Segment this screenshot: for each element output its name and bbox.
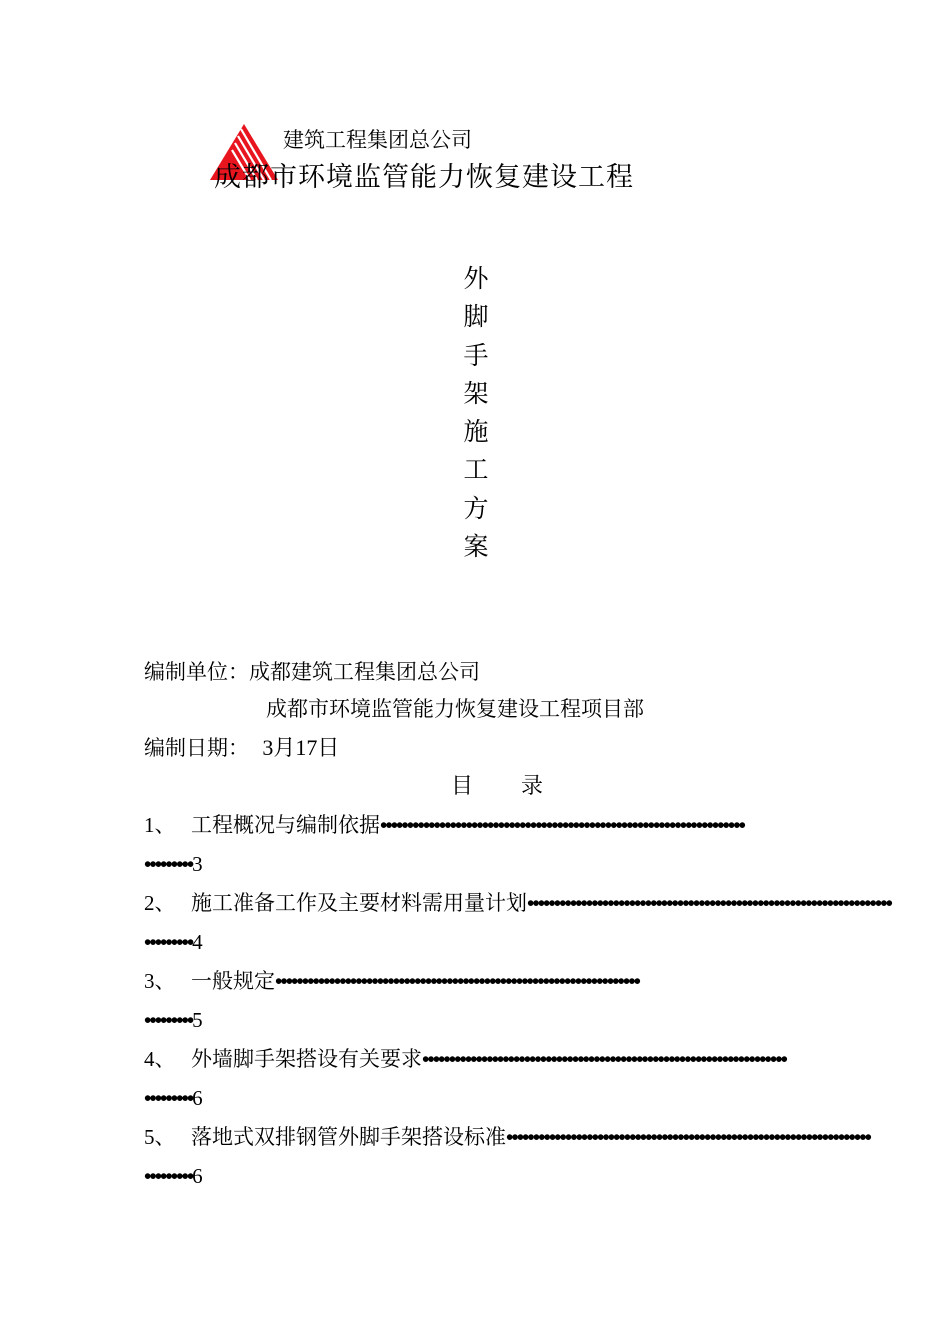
toc-item[interactable] [144,1122,870,1152]
toc-leader: •••••••••••••••••••••••••••••••••••••••••••••••••••••••••••••••••••• [380,813,744,837]
toc-page-leader: ••••••••• [144,930,193,954]
toc-item[interactable] [144,966,804,996]
document-title-char: 外 [463,264,489,293]
compiler-department: 成都市环境监管能力恢复建设工程项目部 [266,697,644,721]
toc-item-page-line [144,1083,203,1113]
toc-heading: 目录 [451,774,592,799]
document-title-char: 脚 [463,302,489,332]
toc-item-page-line [144,927,203,957]
toc-item-title: 施工准备工作及主要材料需用量计划 [191,891,527,915]
toc-item-page: 6 [192,1164,203,1188]
toc-item[interactable] [144,888,891,918]
document-title-char: 方 [463,493,489,523]
toc-leader: •••••••••••••••••••••••••••••••••••••••••••••••••••••••••••••••••••• [275,969,639,993]
toc-leader: •••••••••••••••••••••••••••••••••••••••••••••••••••••••••••••••••••• [422,1047,786,1071]
toc-item-title: 一般规定 [191,969,275,993]
toc-item-page-line [144,849,203,879]
compiler-unit-line [144,657,480,687]
toc-leader: •••••••••••••••••••••••••••••••••••••••••••••••••••••••••••••••••••• [527,891,891,915]
toc-item-number: 2、 [144,891,176,915]
toc-page-leader: ••••••••• [144,1086,193,1110]
toc-item-page: 6 [192,1086,203,1110]
document-title-char: 施 [463,417,489,447]
toc-item-number: 5、 [144,1125,176,1149]
toc-item-number: 4、 [144,1047,176,1071]
toc-item-title: 落地式双排钢管外脚手架搭设标准 [191,1125,506,1149]
toc-page-leader: ••••••••• [144,852,193,876]
document-title-char: 工 [463,455,489,485]
toc-item-page: 5 [192,1008,203,1032]
toc-item[interactable] [144,810,804,840]
document-title-char: 手 [463,340,489,370]
compile-date-value: 3月17日 [262,735,340,760]
toc-page-leader: ••••••••• [144,1008,193,1032]
document-title-char: 架 [463,378,489,408]
toc-item-number: 3、 [144,969,176,993]
toc-item[interactable] [144,1044,804,1074]
document-title [458,260,494,566]
document-title-char: 案 [463,532,489,562]
toc-item-page-line [144,1161,203,1191]
toc-item-page: 3 [192,852,203,876]
toc-page-leader: ••••••••• [144,1164,193,1188]
toc-item-page-line [144,1005,203,1035]
toc-item-title: 工程概况与编制依据 [191,813,380,837]
project-title: 成都市环境监管能力恢复建设工程 [214,162,634,193]
toc-item-number: 1、 [144,813,176,837]
toc-item-page: 4 [192,930,203,954]
compile-date-label: 编制日期： [144,736,249,760]
company-name-header: 建筑工程集团总公司 [283,128,472,152]
compiler-unit-label: 编制单位： [144,660,249,684]
toc-item-title: 外墙脚手架搭设有关要求 [191,1047,422,1071]
toc-leader: •••••••••••••••••••••••••••••••••••••••••••••••••••••••••••••••••••• [506,1125,870,1149]
compile-date-line [144,733,339,763]
compiler-unit-name: 成都建筑工程集团总公司 [249,660,480,684]
